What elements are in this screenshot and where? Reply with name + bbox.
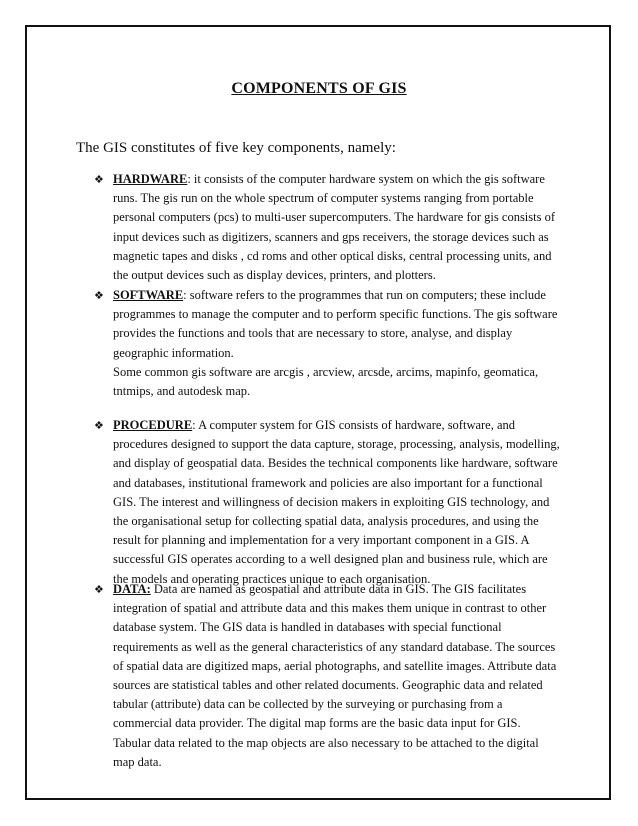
section-heading: PROCEDURE	[113, 418, 193, 432]
section-line: geographic information.	[113, 345, 234, 360]
section-line: procedures designed to support the data capture, storage, processing, analysis, modelling,	[113, 437, 560, 452]
section-procedure	[94, 416, 564, 589]
section-hardware	[94, 170, 564, 285]
section-line: input devices such as digitizers, scanners and gps receivers, the storage devices such as	[113, 229, 549, 244]
section-line: database system. The GIS data is handled in databases with special functional	[113, 620, 502, 635]
section-line: PROCEDURE: A computer system for GIS consists of hardware, software, and	[113, 418, 516, 432]
intro-text: The GIS constitutes of five key components, namely:	[76, 140, 396, 156]
section-body	[113, 580, 564, 772]
section-line: DATA: Data are named as geospatial and attribute data in GIS. The GIS facilitates	[113, 582, 527, 596]
section-line: runs. The gis run on the whole spectrum of computer systems ranging from portable	[113, 191, 534, 206]
section-line: integration of spatial and attribute data and this makes them unique in contrast to other	[113, 601, 547, 616]
section-line: provides the functions and tools that are necessary to store, analyse, and display	[113, 326, 513, 341]
section-line: result for planning and implementation for a very important component in a GIS. A	[113, 533, 530, 548]
section-heading: SOFTWARE	[113, 288, 184, 302]
section-line: commercial data provider. The digital map forms are the basic data input for GIS.	[113, 716, 521, 731]
section-data	[94, 580, 564, 772]
section-line: HARDWARE: it consists of the computer hardware system on which the gis software	[113, 172, 545, 186]
section-line: tabular (attribute) data can be collected by the surveying or purchasing from a	[113, 697, 503, 712]
page-title: COMPONENTS OF GIS	[231, 80, 407, 97]
section-line: and display of geospatial data. Besides the technical components like hardware, software	[113, 456, 558, 471]
heading-separator: :	[183, 288, 187, 302]
section-line: sources are statistical tables and other related documents. Geographic data and related	[113, 677, 543, 692]
section-line: programmes to manage the computer and to perform specific functions. The gis software	[113, 307, 558, 322]
section-line: Tabular data related to the map objects are also necessary to be attached to the digital	[113, 735, 539, 750]
section-line: map data.	[113, 754, 162, 769]
section-heading: DATA:	[113, 582, 151, 596]
section-body	[113, 286, 564, 401]
section-line: the organisational setup for collecting spatial data, analysis procedures, and using the	[113, 513, 539, 528]
section-line: of spatial data are digitized maps, aerial photographs, and satellite images. Attribute data	[113, 658, 557, 673]
diamond-bullet-icon: ❖	[94, 173, 104, 186]
section-body	[113, 170, 564, 285]
section-line: SOFTWARE: software refers to the programmes that run on computers; these include	[113, 288, 546, 302]
section-body	[113, 416, 564, 589]
heading-separator: :	[187, 172, 191, 186]
section-line: magnetic tapes and disks , cd roms and other optical disks, central processing units, and	[113, 248, 552, 263]
section-line: successful GIS operates according to a well designed plan and business rule, which are	[113, 552, 548, 567]
section-line: the output devices such as display devices, printers, and plotters.	[113, 267, 436, 282]
diamond-bullet-icon: ❖	[94, 289, 104, 302]
section-line: the models and operating practices unique to each organisation.	[113, 571, 431, 586]
section-line: requirements as well as the general characteristics of any standard database. The sources	[113, 639, 556, 654]
section-line: Some common gis software are arcgis , arcview, arcsde, arcims, mapinfo, geomatica,	[113, 364, 539, 379]
section-heading: HARDWARE	[113, 172, 188, 186]
diamond-bullet-icon: ❖	[94, 419, 104, 432]
section-software	[94, 286, 564, 401]
section-line: personal computers (pcs) to multi-user supercomputers. The hardware for gis consists of	[113, 210, 556, 225]
section-line: GIS. The interest and willingness of decision makers in exploiting GIS technology, and	[113, 494, 550, 509]
diamond-bullet-icon: ❖	[94, 583, 104, 596]
heading-separator: :	[192, 418, 196, 432]
section-line: and databases, institutional framework and policies are also important for a functional	[113, 475, 543, 490]
section-line: tntmips, and autodesk map.	[113, 383, 251, 398]
